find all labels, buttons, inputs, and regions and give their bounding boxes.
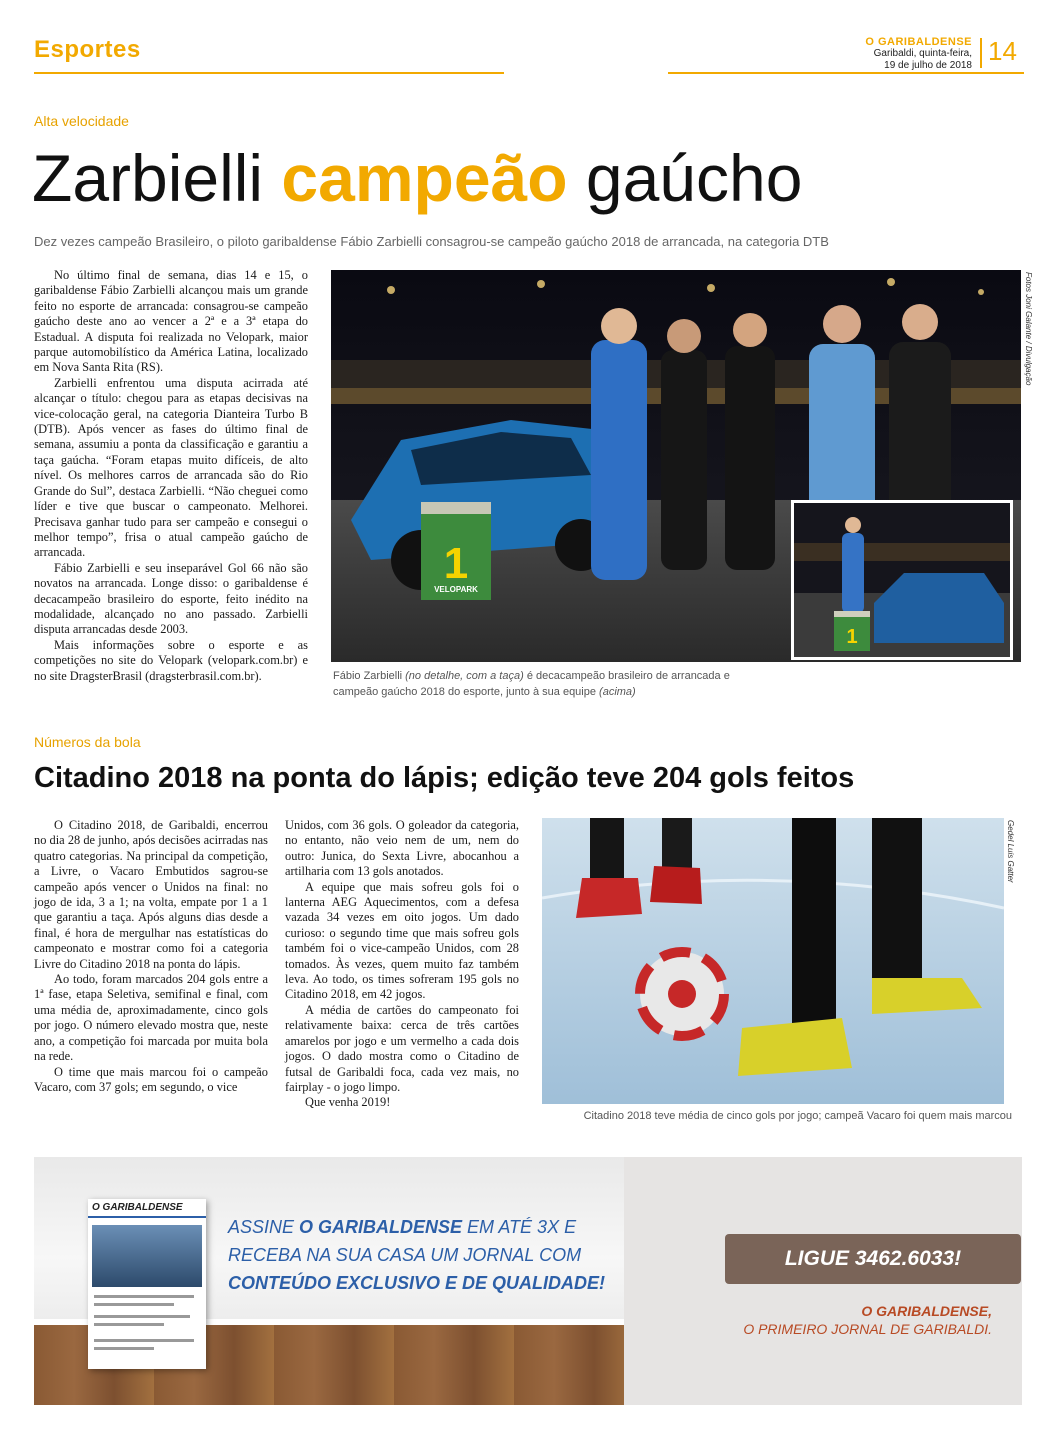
call-button[interactable]: LIGUE 3462.6033! bbox=[725, 1234, 1021, 1284]
header-rule-right bbox=[668, 72, 1024, 74]
article1-paragraph: Zarbielli enfrentou uma disputa acirrada até alcançar o título: chegou para as etapas decisivas na vice-colocação geral, na categoria Dianteira Turbo B (DTB). Após vencer as fases do último final de semana, assumiu a ponta da classificação e garantiu a taça gaúcha. “Foram etapas muito difíceis, de alto nível. Os melhores carros de arrancada são do Rio Grande do Sul”, destaca Zarbielli. “Não cheguei como líder e tive que buscar o campeonato. Melhorei. Precisava ganhar tudo para ser campeão e consegui o melhor tempo”, frisa o atual campeão gaúcho de arrancada. bbox=[34, 375, 308, 560]
article1-kicker: Alta velocidade bbox=[34, 113, 129, 129]
article2-paragraph: O Citadino 2018, de Garibaldi, encerrou no dia 28 de junho, após decisões acirradas nas quatro categorias. Na principal da competição, a Livre, o Vacaro Embutidos sagrou-se campeão após vencer o Unidos na final: no jogo de ida, 3 a 1; na volta, empate por 1 a 1 que garantiu a taça. Após alguns dias desde a final, é hora de mergulhar nas estatísticas do campeonato e mostrar como foi a categoria Livre do Citadino 2018 na ponta do lápis. bbox=[34, 818, 268, 971]
futsal-image bbox=[542, 818, 1004, 1104]
inset-champion-image bbox=[794, 503, 1010, 657]
ad-right-panel bbox=[624, 1157, 1022, 1405]
caption-note: (no detalhe, com a taça) bbox=[405, 670, 524, 682]
article1-photo-credit: Fotos Joni Galante / Divulgação bbox=[1024, 272, 1033, 386]
ad-copy bbox=[228, 1213, 618, 1297]
article2-photo-credit: Gedel Luis Gatter bbox=[1006, 820, 1015, 883]
futsal-photo bbox=[542, 818, 1004, 1104]
trophy-number: 1 bbox=[443, 539, 469, 588]
caption-end: (acima) bbox=[599, 686, 636, 698]
section-label: Esportes bbox=[34, 36, 141, 63]
article1-deck: Dez vezes campeão Brasileiro, o piloto garibaldense Fábio Zarbielli consagrou-se campeão gaúcho 2018 de arrancada, na categoria DTB bbox=[34, 234, 829, 249]
ad-paper-photo bbox=[92, 1225, 202, 1287]
article2-headline: Citadino 2018 na ponta do lápis; edição teve 204 gols feitos bbox=[34, 762, 855, 794]
caption-mid: é decacampeão brasileiro de arrancada e campeão gaúcho 2018 do esporte, junto à sua equipe bbox=[333, 670, 730, 698]
headline-highlight: campeão bbox=[281, 141, 568, 215]
ad-tag-bold: O GARIBALDENSE, bbox=[861, 1303, 992, 1319]
article1-body bbox=[34, 268, 308, 684]
ad-line2: RECEBA NA SUA CASA UM JORNAL COM bbox=[228, 1245, 582, 1265]
article2-paragraph: O time que mais marcou foi o campeão Vacaro, com 37 gols; em segundo, o vice bbox=[34, 1064, 268, 1094]
ad-paper-line bbox=[94, 1303, 174, 1306]
caption-name: Fábio Zarbielli bbox=[333, 670, 406, 682]
ad-line1-pre: ASSINE bbox=[228, 1217, 300, 1237]
article2-paragraph: Unidos, com 36 gols. O goleador da categoria, no entanto, não veio nem de um, nem do outro: Junica, do Sexta Livre, abocanhou a artilharia com 13 gols anotados. bbox=[285, 818, 519, 879]
header-rule-left bbox=[34, 72, 504, 74]
article2-paragraph: Ao todo, foram marcados 204 gols entre a 1ª fase, etapa Seletiva, semifinal e final, com uma média de, aproximadamente, cinco gols por jogo. O número elevado mostra que, neste ano, a competição foi marcada por muita bola na rede. bbox=[34, 972, 268, 1064]
article2-col1 bbox=[34, 818, 268, 1095]
ad-tagline bbox=[624, 1302, 992, 1338]
article2-col2 bbox=[285, 818, 519, 1111]
subscription-ad[interactable] bbox=[34, 1157, 1022, 1405]
dateline-1: Garibaldi, quinta-feira, bbox=[873, 48, 972, 59]
ad-paper-title: O GARIBALDENSE bbox=[88, 1199, 206, 1218]
ad-paper-line bbox=[94, 1339, 194, 1342]
inset-trophy-number: 1 bbox=[846, 626, 858, 648]
article2-kicker: Números da bola bbox=[34, 734, 141, 750]
ad-line1-bold: O GARIBALDENSE bbox=[299, 1217, 463, 1237]
masthead bbox=[865, 36, 972, 72]
article2-paragraph: Que venha 2019! bbox=[305, 1095, 391, 1110]
ad-line3-bold: CONTEÚDO EXCLUSIVO E DE QUALIDADE! bbox=[228, 1273, 606, 1293]
article1-paragraph: Mais informações sobre o esporte e as competições no site do Velopark (velopark.com.br) e no site DragsterBrasil (dragsterbrasil.com.br). bbox=[34, 637, 308, 683]
article1-caption bbox=[333, 668, 733, 700]
trophy-box-mark bbox=[427, 536, 485, 596]
headline-pre: Zarbielli bbox=[32, 141, 282, 215]
ad-paper-line bbox=[94, 1347, 154, 1350]
ad-line1 bbox=[228, 1213, 618, 1241]
ad-line3 bbox=[228, 1269, 618, 1297]
ad-tag-line: O PRIMEIRO JORNAL DE GARIBALDI. bbox=[743, 1321, 992, 1337]
article1-paragraph: No último final de semana, dias 14 e 15, o garibaldense Fábio Zarbielli alcançou mais um grande feito no esporte de arrancada: consagrou-se campeão gaúcho deste ano ao vencer a 2ª e a 3ª etapa do Estadual. A disputa foi realizada no Velopark, maior parque automobilístico da América Latina, localizado em Nova Santa Rita (RS). bbox=[34, 268, 308, 375]
ad-newspaper-thumbnail bbox=[88, 1199, 206, 1369]
article1-paragraph: Fábio Zarbielli e seu inseparável Gol 66 não são novatos na arrancada. Longe disso: o garibaldense é decacampeão brasileiro do esporte, feito inédito na modalidade, alcançado no ano passado. Zarbielli disputa arrancadas desde 2003. bbox=[34, 560, 308, 637]
article2-paragraph: A equipe que mais sofreu gols foi o lanterna AEG Aquecimentos, com a defesa vazada 34 vezes em oito jogos. Um dado curioso: o segundo time que mais sofreu gols também foi o vice-campeão Unidos, com 28 tomados. Às vezes, quem muito faz também leva. Ao todo, os times sofreram 195 gols no Citadino 2018, em 42 jogos. bbox=[285, 879, 519, 1002]
racing-team-photo bbox=[331, 270, 1021, 662]
article2-caption: Citadino 2018 teve média de cinco gols por jogo; campeã Vacaro foi quem mais marcou bbox=[583, 1110, 1012, 1122]
article2-paragraph: A média de cartões do campeonato foi relativamente baixa: cerca de três cartões amarelos por jogo e um vermelho a cada dois jogos. O dado mostra como o Citadino de futsal de Garibaldi foca, cada vez mais, no fairplay - o jogo limpo. bbox=[285, 1002, 519, 1094]
publication-name: O GARIBALDENSE bbox=[865, 36, 972, 48]
dateline-2: 19 de julho de 2018 bbox=[884, 60, 972, 71]
inset-photo-frame bbox=[791, 500, 1013, 660]
ad-paper-line bbox=[94, 1323, 164, 1326]
headline-post: gaúcho bbox=[567, 141, 803, 215]
article1-headline bbox=[32, 138, 802, 218]
ad-paper-line bbox=[94, 1315, 190, 1318]
ad-paper-line bbox=[94, 1295, 194, 1298]
page-number-separator bbox=[980, 38, 982, 68]
ad-line1-post: EM ATÉ 3X E bbox=[462, 1217, 577, 1237]
page-number: 14 bbox=[988, 36, 1017, 66]
trophy-brand: VELOPARK bbox=[434, 585, 478, 594]
